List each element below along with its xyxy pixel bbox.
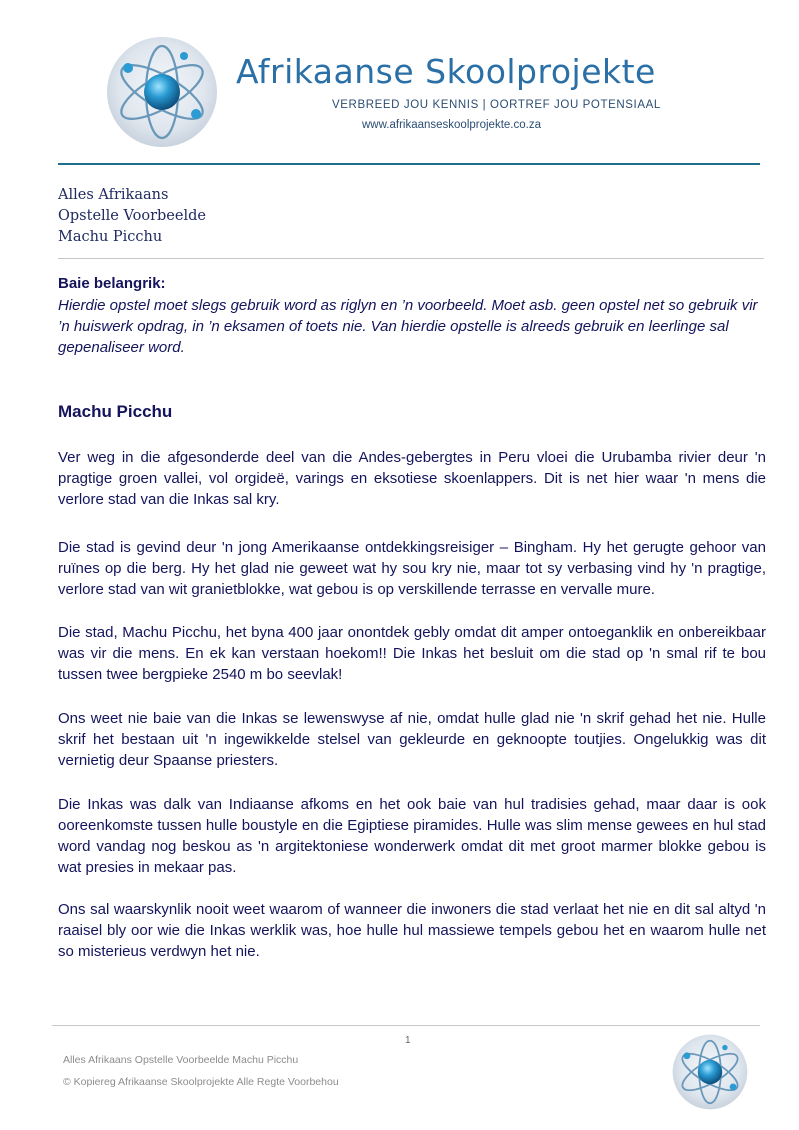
footer-title: Alles Afrikaans Opstelle Voorbeelde Machu Picchu [63, 1054, 299, 1066]
notice-text: Hierdie opstel moet slegs gebruik word as riglyn en ’n voorbeeld. Moet asb. geen opstel net so gebruik vir ’n huiswerk opdrag, in ’n eksamen of toets nie. Van hierdie opstelle is alreeds gebruik en leerlinge sal gepenaliseer word. [58, 297, 758, 356]
brand-tagline: VERBREED JOU KENNIS | OORTREF JOU POTENSIAAL [332, 99, 661, 111]
brand-url[interactable]: www.afrikaanseskoolprojekte.co.za [362, 119, 541, 131]
breadcrumb-divider [58, 258, 764, 259]
article-paragraph: Die stad, Machu Picchu, het byna 400 jaar onontdek gebly omdat dit amper ontoeganklik en onbereikbaar was vir die mens. En ek kan verstaan hoekom!! Die Inkas het besluit om die stad op 'n smal rif te bou tussen twee bergpieke 2540 m bo seevlak! [58, 624, 766, 683]
article-paragraph: Die stad is gevind deur 'n jong Amerikaanse ontdekkingsreisiger – Bingham. Hy het gerugte gehoor van ruïnes op die berg. Hy het glad nie geweet wat hy sou kry nie, maar tot sy verbasing vind hy 'n pragtige, verlore stad van wit granietblokke, wat gebou is op verskillende terrasse en vervalle mure. [58, 539, 766, 598]
article-paragraph: Ons weet nie baie van die Inkas se lewenswyse af nie, omdat hulle glad nie 'n skrif gehad het nie. Hulle skrif het bestaan uit 'n ingewikkelde stelsel van gekleurde en geknoopte toutjies. Ongelukkig was dit vernietig deur Spaanse priesters. [58, 710, 766, 769]
atom-globe-icon [106, 36, 218, 148]
atom-globe-icon [672, 1034, 748, 1110]
notice-heading: Baie belangrik: [58, 275, 166, 292]
article-paragraph: Ons sal waarskynlik nooit weet waarom of wanneer die inwoners die stad verlaat het nie en dit sal altyd 'n raaisel bly oor wie die Inkas werklik was, hoe hulle hul massiewe tempels gebou het en waarom hulle net so misterieus verdwyn het nie. [58, 901, 766, 960]
footer-divider [52, 1025, 760, 1026]
breadcrumb [58, 185, 206, 248]
article-paragraph: Die Inkas was dalk van Indiaanse afkoms en het ook baie van hul tradisies gehad, maar daar is ook ooreenkomste tussen hulle boustyle en die Egiptiese piramides. Hulle was slim mense gewees en hul stad word vandag nog beskou as 'n argitektoniese wonderwerk omdat dit met groot marmer blokke gebou is wat presies in mekaar pas. [58, 796, 766, 876]
breadcrumb-item: Machu Picchu [58, 229, 163, 245]
breadcrumb-item: Opstelle Voorbeelde [58, 208, 206, 224]
page-number: 1 [405, 1035, 411, 1046]
article-title: Machu Picchu [58, 402, 173, 421]
article-paragraph: Ver weg in die afgesonderde deel van die Andes-gebergtes in Peru vloei die Urubamba rivier deur 'n pragtige groen vallei, vol orgideë, varings en eksotiese skoenlappers. Dit is net hier waar 'n mens die verlore stad van die Inkas sal kry. [58, 449, 766, 508]
brand-title: Afrikaanse Skoolprojekte [236, 52, 656, 91]
footer-copyright: © Kopiereg Afrikaanse Skoolprojekte Alle Regte Voorbehou [63, 1076, 339, 1088]
header-divider [58, 163, 760, 165]
breadcrumb-item: Alles Afrikaans [58, 187, 169, 203]
